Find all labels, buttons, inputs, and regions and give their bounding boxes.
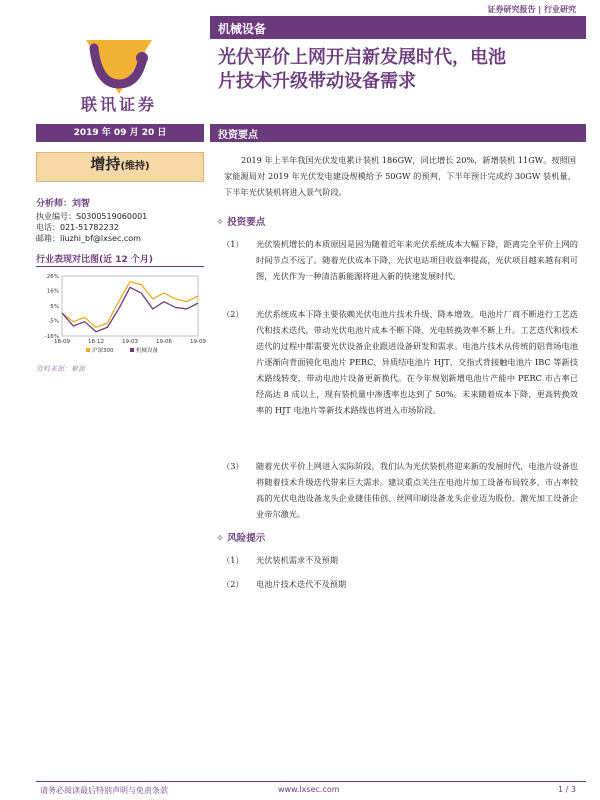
legend-swatch-1 [86, 348, 90, 352]
report-date: 2019 年 09 月 20 日 [36, 124, 204, 142]
report-title [218, 46, 588, 94]
x-tick-label: 19-03 [122, 339, 138, 345]
x-tick-label: 19-06 [156, 339, 172, 345]
report-type-tag: 证券研究报告 | 行业研究 [487, 5, 576, 14]
intro-paragraph: 2019 年上半年我国光伏发电累计装机 186GW，同比增长 20%，新增装机 11GW。按照国家能源局对 2019 年光伏发电建设规模给予 50GW 的预判，下半年预计完成约 30GW 装机量，下半年光伏装机将进入景气阶段。 [224, 155, 576, 197]
chart-source: 资料来源：聚源 [36, 365, 85, 373]
footer-page-number: 1 / 3 [558, 785, 576, 794]
footer-rule [36, 781, 586, 782]
point-1-number: （1） [222, 239, 244, 249]
point-3-text: 随着光伏平价上网进入实际阶段，我们认为光伏装机将迎来新的发展时代，电池片设备也将随着技术升级迭代带来巨大需求。建议重点关注在电池片加工设备布局较多，市占率较高的光伏电池设备龙头企业捷佳伟创、丝网印刷设备龙头企业迈为股份、激光加工设备企业帝尔激光。 [256, 461, 578, 519]
title-line-1: 光伏平价上网开启新发展时代，电池 [218, 47, 506, 68]
plot-frame [62, 276, 198, 336]
rating-main: 增持 [90, 155, 121, 173]
title-line-2: 片技术升级带动设备需求 [218, 71, 416, 92]
analyst-email[interactable]: 邮箱：liuzhi_bf@lxsec.com [36, 234, 141, 243]
industry-category-bar: 机械设备 [210, 17, 586, 39]
performance-chart-title: 行业表现对比图(近 12 个月) [36, 255, 154, 265]
performance-rule [36, 266, 204, 267]
y-tick-label: -16% [44, 334, 59, 340]
legend-swatch-2 [130, 348, 134, 352]
point-1-text: 光伏装机增长的本质原因是因为随着近年来光伏系统成本大幅下降，距离完全平价上网的时间节点不远了。随着光伏成本下降，光伏电站项目收益率提高，光伏项目越来越有利可图，光伏作为一种清洁新能源将进入新的快速发展时代。 [256, 239, 578, 281]
section-title-bar: 投资要点 [210, 124, 586, 142]
x-tick-label: 18-09 [54, 339, 70, 345]
performance-line-chart [36, 270, 204, 362]
risk-heading: ✧ 风险提示 [216, 533, 266, 544]
legend-label-1: 沪深300 [92, 348, 114, 354]
x-tick-label: 19-09 [190, 339, 206, 345]
analyst-phone: 电话：021-51782232 [36, 223, 119, 232]
risk-2-number: （2） [222, 579, 244, 589]
footer-url[interactable]: www.lxsec.com [278, 785, 340, 794]
investment-points-heading: ✧ 投资要点 [216, 217, 266, 228]
footer-disclaimer[interactable]: 请务必阅读最后特别声明与免责条款 [40, 786, 168, 795]
y-tick-label: 5% [50, 304, 59, 310]
company-logo-text: 联讯证券 [80, 95, 157, 114]
y-tick-label: 26% [46, 274, 59, 280]
legend-label-2: 机械设备 [136, 348, 159, 354]
risk-2-text: 电池片技术迭代不及预期 [256, 579, 347, 589]
analyst-name: 分析师：刘智 [36, 199, 91, 209]
y-tick-label: 16% [46, 288, 59, 295]
point-2-number: （2） [222, 309, 244, 319]
risk-1-number: （1） [222, 555, 244, 565]
risk-1-text: 光伏装机需求不及预期 [256, 555, 338, 565]
point-3-number: （3） [222, 461, 244, 471]
y-tick-label: -5% [48, 318, 59, 325]
rating-sub: (维持) [120, 161, 150, 172]
point-2-text: 光伏系统成本下降主要依赖光伏电池片技术升级、降本增效。电池片厂商不断进行工艺迭代和技术迭代，带动光伏电池片成本不断下降、光电转换效率不断上升。工艺迭代和技术迭代的过程中都需要光伏设备企业跟进设备研发和需求。电池片技术从传统的铝背场电池片逐渐向背面钝化电池片 PERC、异质结电池片 HJT、交指式背接触电池片 IBC 等新技术路线转变，带动电池片设备更新换代。在今年规划新增电池片产能中 PERC 市占率已经高达 8 成以上，现有装机量中渗透率也达到了 50%。未来随着成本下降，更高转换效率的 HJT 电池片等新技术路线也将进入市场阶段。 [256, 309, 578, 415]
analyst-license: 执业编号：S0300519060001 [36, 212, 148, 221]
rating-badge [36, 152, 204, 182]
series-line-2 [62, 287, 198, 331]
x-tick-label: 18-12 [88, 339, 104, 345]
